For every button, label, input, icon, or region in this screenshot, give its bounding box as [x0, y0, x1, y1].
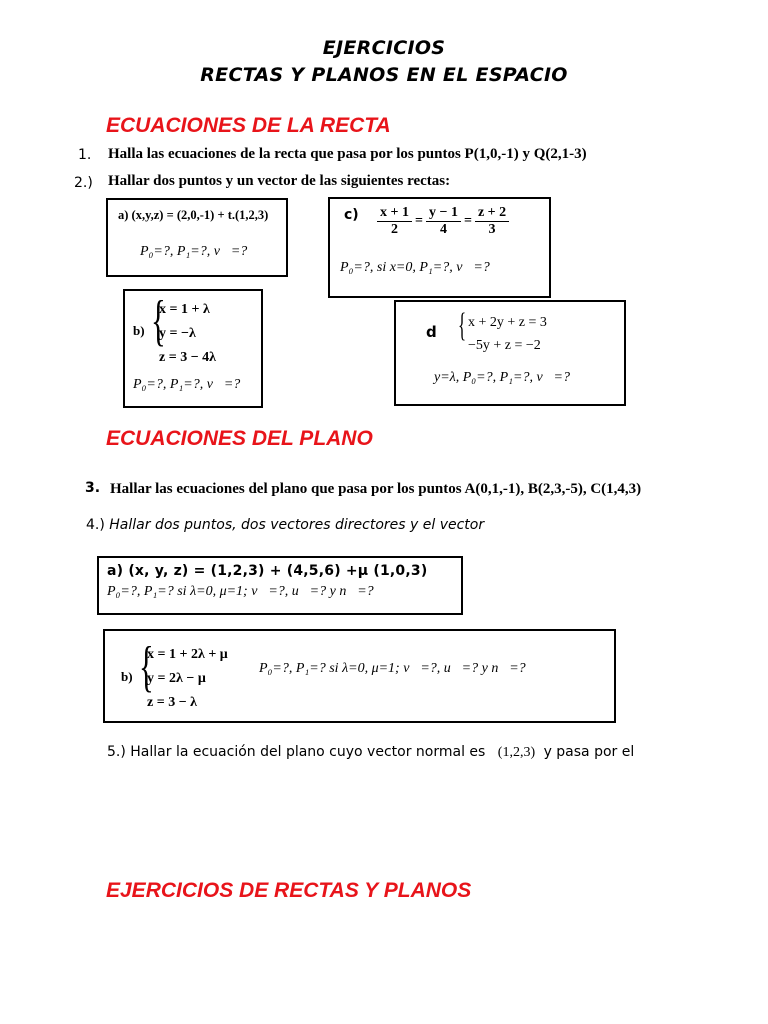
- exercise-3-number: 3.: [85, 480, 101, 496]
- recta-c-question: P₀=?, si x=0, P₁=?, v⃗=?: [340, 260, 490, 275]
- recta-box-d: [394, 300, 626, 406]
- left-brace-icon: {: [151, 290, 166, 352]
- section-heading-rectas-planos: EJERCICIOS DE RECTAS Y PLANOS: [106, 879, 472, 902]
- recta-box-c: [328, 197, 551, 298]
- exercise-4: [86, 517, 484, 533]
- recta-b-question: P₀=?, P₁=?, v⃗=?: [133, 377, 241, 392]
- section-heading-plano: ECUACIONES DEL PLANO: [106, 427, 373, 450]
- plano-a-question: P₀=?, P₁=? si λ=0, μ=1; v⃗=?, u⃗=? y n⃗=?: [107, 584, 374, 599]
- plano-a-equation: a) (x, y, z) = (1,2,3) + (4,5,6) +μ (1,0,3): [107, 563, 428, 579]
- recta-b-system: x = 1 + λ y = −λ z = 3 − 4λ: [159, 302, 217, 365]
- left-brace-icon: {: [458, 307, 467, 344]
- left-brace-icon: {: [139, 636, 154, 698]
- exercise-2-number: 2.): [74, 175, 93, 191]
- recta-box-b: [123, 289, 263, 408]
- recta-c-symmetric-equation: $\frac{x + 1}{2}$ = $\frac{y - 1}{4}$ = $\frac{z + 2}{3}$: [374, 205, 512, 238]
- document-title: EJERCICIOS: [322, 37, 446, 59]
- exercise-5-text-after: y pasa por el: [543, 744, 635, 760]
- recta-d-question: y=λ, P₀=?, P₁=?, v⃗=?: [434, 370, 571, 385]
- section-heading-recta: ECUACIONES DE LA RECTA: [106, 114, 391, 137]
- exercise-5: [107, 744, 634, 761]
- exercise-5-text-before: 5.) Hallar la ecuación del plano cuyo vector normal es: [107, 744, 486, 760]
- exercise-1-text: Halla las ecuaciones de la recta que pasa por los puntos P(1,0,-1) y Q(2,1-3): [108, 146, 587, 162]
- recta-c-label: c): [344, 207, 359, 223]
- plano-b-question: P₀=?, P₁=? si λ=0, μ=1; v⃗=?, u⃗=? y n⃗=?: [259, 661, 526, 676]
- exercise-1-number: 1.: [78, 147, 92, 163]
- plano-box-b: [103, 629, 616, 723]
- exercise-2-text: Hallar dos puntos y un vector de las siguientes rectas:: [108, 173, 451, 189]
- recta-box-a: [106, 198, 288, 277]
- plano-b-label: b): [121, 669, 133, 684]
- exercise-4-text: Hallar dos puntos, dos vectores directores y el vector: [109, 517, 485, 533]
- plano-b-system: x = 1 + 2λ + μ y = 2λ − μ z = 3 − λ: [147, 647, 228, 710]
- recta-a-equation: a) (x,y,z) = (2,0,-1) + t.(1,2,3): [118, 208, 269, 222]
- document-subtitle: RECTAS Y PLANOS EN EL ESPACIO: [200, 64, 568, 86]
- recta-d-label: d: [426, 323, 437, 341]
- exercise-4-number: 4.): [86, 517, 105, 533]
- recta-d-system: x + 2y + z = 3 −5y + z = −2: [468, 315, 547, 353]
- recta-a-question: P₀=?, P₁=?, v⃗=?: [140, 244, 248, 259]
- recta-b-label: b): [133, 323, 145, 338]
- exercise-5-vector: (1,2,3): [497, 745, 536, 760]
- exercise-3-text: Hallar las ecuaciones del plano que pasa por los puntos A(0,1,-1), B(2,3,-5), C(1,4,3): [110, 481, 642, 497]
- plano-box-a: [97, 556, 463, 615]
